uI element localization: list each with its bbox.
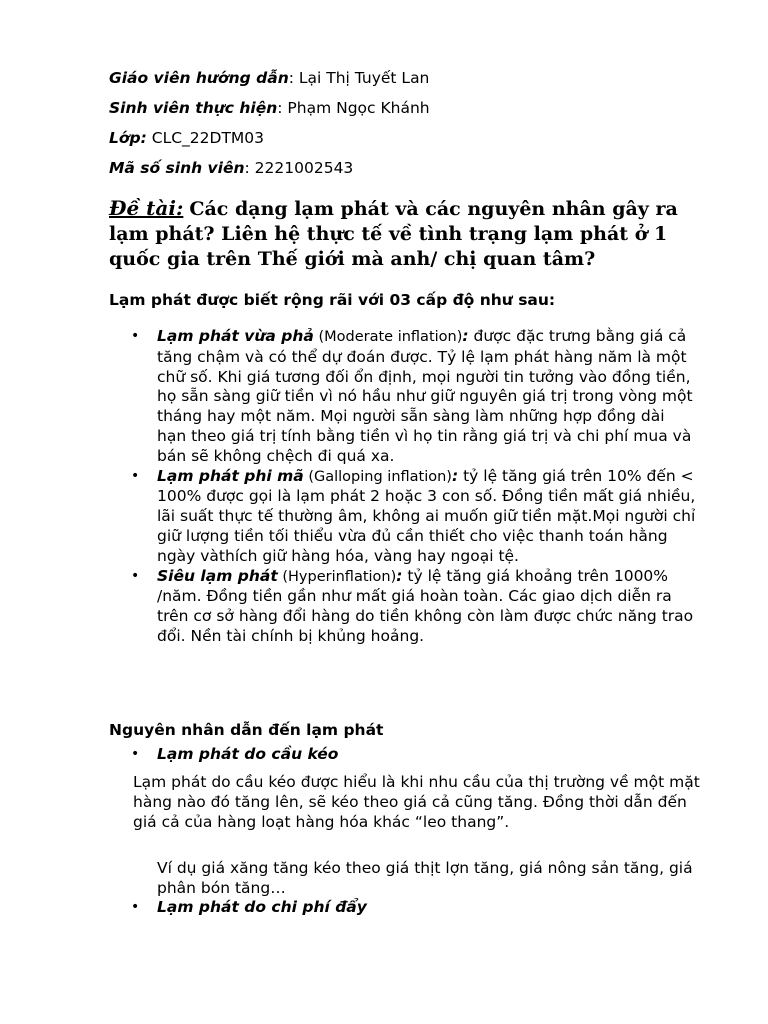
list-item xyxy=(0,467,697,567)
level-desc: tỷ lệ tăng giá trên 10% đến < 100% được gọi là lạm phát 2 hoặc 3 con số. Đồng tiền mất giá nhiều, lãi suất thực tế thường âm, không ai muốn giữ tiền mặt.Mọi người chỉ giữ lượng tiền tối thiểu vừa đủ cần thiết cho việc thanh toán hằng ngày vàthích giữ hàng hóa, vàng hay ngoại tệ. xyxy=(157,466,696,565)
level-term: Lạm phát vừa phả xyxy=(157,327,314,345)
student-id-value: : 2221002543 xyxy=(244,159,354,177)
inflation-levels-list xyxy=(0,327,768,647)
student-value: : Phạm Ngọc Khánh xyxy=(277,99,430,117)
level-colon: : xyxy=(462,327,469,345)
student-id-label: Mã số sinh viên xyxy=(109,159,245,177)
level-english: (Hyperinflation) xyxy=(277,568,397,585)
list-item xyxy=(0,898,697,918)
class-label: Lớp: xyxy=(109,129,147,147)
list-item xyxy=(0,745,697,765)
levels-heading: Lạm phát được biết rộng rãi với 03 cấp độ như sau: xyxy=(109,291,556,309)
example-paragraph: Ví dụ giá xăng tăng kéo theo giá thịt lợn tăng, giá nông sản tăng, giá phân bón tăng… xyxy=(157,859,693,897)
list-item xyxy=(0,327,697,467)
teacher-label: Giáo viên hướng dẫn xyxy=(109,69,289,87)
level-desc: được đặc trưng bằng giá cả tăng chậm và có thể dự đoán được. Tỷ lệ lạm phát hàng năm là một chữ số. Khi giá tương đối ổn định, mọi người tin tưởng vào đồng tiền, họ sẵn sàng giữ tiền vì nó hầu như giữ nguyên giá trị trong vòng một tháng hay một năm. Mọi người sẵn sàng làm những hợp đồng dài hạn theo giá trị tính bằng tiền vì họ tin rằng giá trị và chi phí mua và bán sẽ không chệch đi quá xa. xyxy=(157,327,693,465)
teacher-value: : Lại Thị Tuyết Lan xyxy=(288,69,430,87)
topic-title xyxy=(109,196,709,272)
level-colon: : xyxy=(451,466,459,485)
demand-pull-list xyxy=(0,745,768,765)
bullet-icon: • xyxy=(131,467,140,484)
level-desc: tỷ lệ tăng giá khoảng trên 1000% /năm. Đồng tiền gần như mất giá hoàn toàn. Các giao dịch diễn ra trên cơ sở hàng đổi hàng do tiền không còn làm được chức năng trao đổi. Nền tài chính bị khủng hoảng. xyxy=(157,566,694,645)
bullet-icon: • xyxy=(131,567,140,584)
student-label: Sinh viên thực hiện xyxy=(109,99,278,117)
cost-push-list xyxy=(0,898,768,918)
student-id-line xyxy=(109,158,353,178)
level-colon: : xyxy=(396,566,403,585)
teacher-line xyxy=(109,68,429,88)
bullet-icon: • xyxy=(131,746,140,762)
list-item xyxy=(0,567,697,647)
level-term: Lạm phát phi mã xyxy=(157,466,304,485)
level-english: (Galloping inflation) xyxy=(303,468,452,485)
topic-text: Các dạng lạm phát và các nguyên nhân gây ra lạm phát? Liên hệ thực tế về tình trạng lạm phát ở 1 quốc gia trên Thế giới mà anh/ chị quan tâm? xyxy=(109,198,678,270)
topic-label: Đề tài: xyxy=(109,196,184,220)
level-term: Siêu lạm phát xyxy=(157,566,278,585)
cost-push-title: Lạm phát do chi phí đẩy xyxy=(157,898,367,916)
class-line xyxy=(109,128,264,148)
class-value: CLC_22DTM03 xyxy=(146,129,265,147)
demand-pull-paragraph: Lạm phát do cầu kéo được hiểu là khi nhu cầu của thị trường về một mặt hàng nào đó tăng lên, sẽ kéo theo giá cả cũng tăng. Đồng thời dẫn đến giá cả của hàng loạt hàng hóa khác “leo thang”. xyxy=(133,773,700,831)
bullet-icon: • xyxy=(131,899,140,915)
student-line xyxy=(109,98,430,118)
demand-pull-title: Lạm phát do cầu kéo xyxy=(157,745,339,763)
causes-heading: Nguyên nhân dẫn đến lạm phát xyxy=(109,721,384,739)
level-english: (Moderate inflation) xyxy=(313,329,463,345)
bullet-icon: • xyxy=(131,328,140,344)
